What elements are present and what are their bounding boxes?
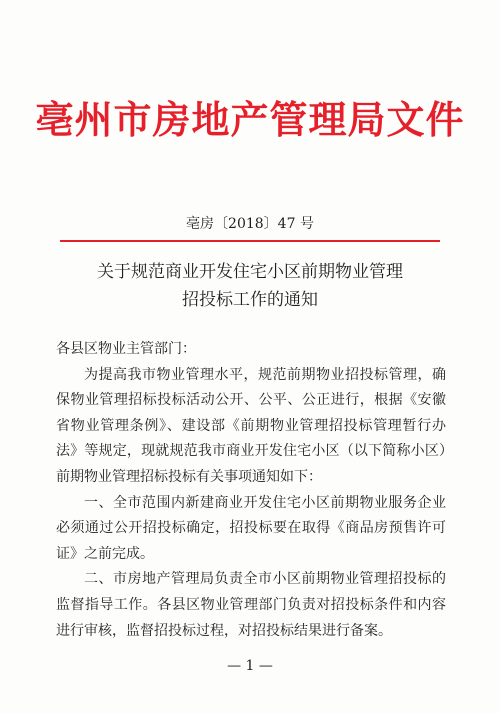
document-number: 亳房〔2018〕47 号 [186,216,314,232]
page-number: — 1 — [227,658,273,674]
notice-title-line-1: 关于规范商业开发住宅小区前期物业管理 [97,262,403,282]
document-header-title: 亳州市房地产管理局文件 [35,97,465,142]
notice-title-line-2: 招投标工作的通知 [182,290,318,310]
notice-body [56,337,446,644]
notice-title [0,258,500,314]
body-paragraph-2: 一、全市范围内新建商业开发住宅小区前期物业服务企业必须通过公开招投标确定，招投标要在取得《商品房预售许可证》之前完成。 [56,494,446,562]
body-paragraph-1: 为提高我市物业管理水平，规范前期物业招投标管理，确保物业管理招标投标活动公开、公平、公正进行，根据《安徽省物业管理条例》、建设部《前期物业管理招投标管理暂行办法》等规定，现就规范我市商业开发住宅小区（以下简称小区）前期物业管理招标投标有关事项通知如下： [56,366,446,485]
body-paragraph-3: 二、市房地产管理局负责全市小区前期物业管理招投标的监督指导工作。各县区物业管理部门负责对招投标条件和内容进行审核，监督招投标过程，对招投标结果进行备案。 [56,571,446,639]
header-divider [60,240,440,242]
salutation: 各县区物业主管部门： [56,341,196,357]
